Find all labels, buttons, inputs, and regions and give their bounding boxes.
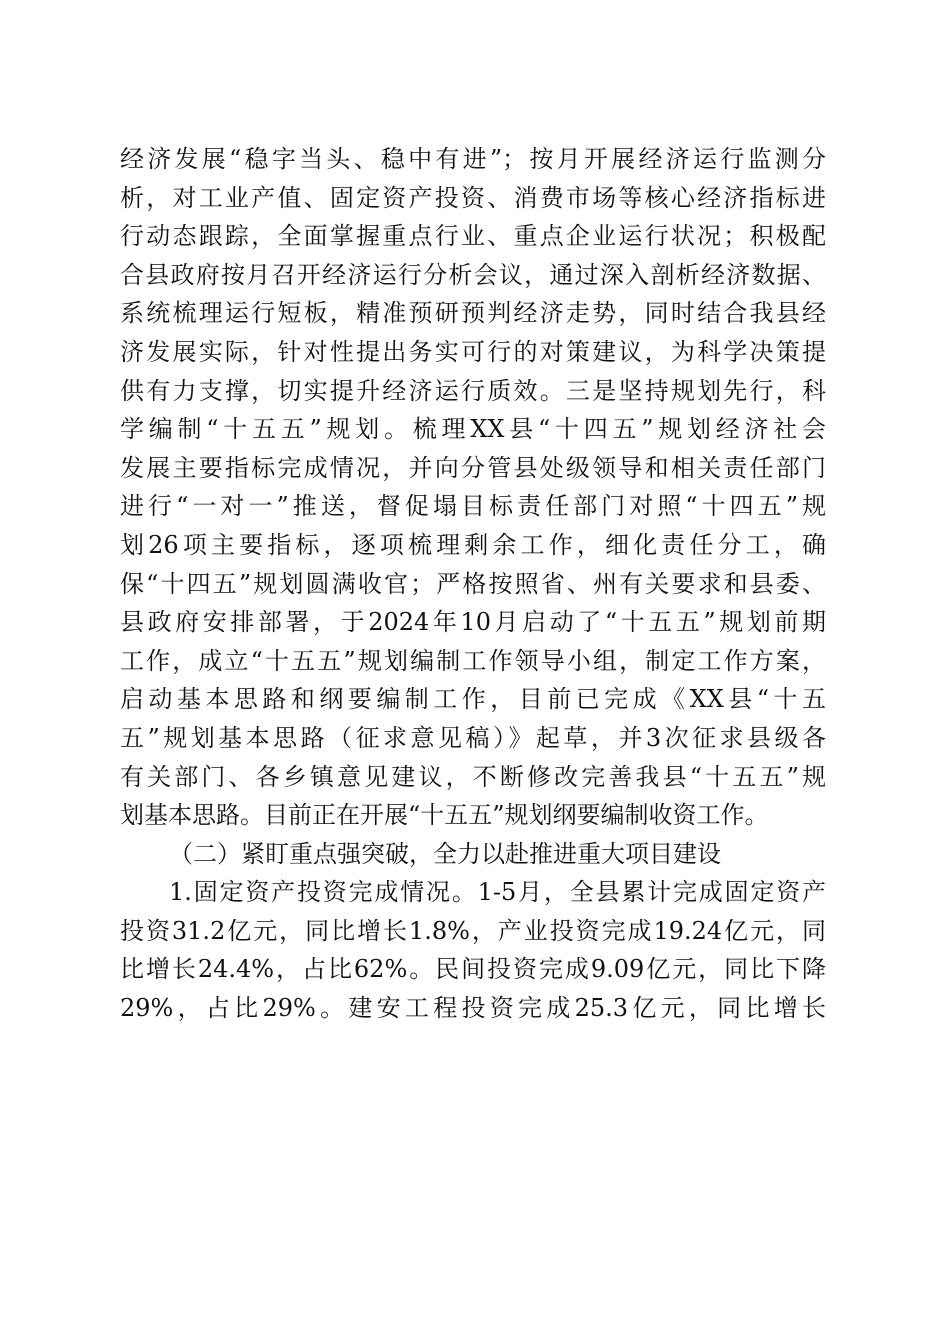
- body-text-line: 保“十四五”规划圆满收官；严格按照省、州有关要求和县委、: [120, 569, 826, 598]
- body-text-line: 进行“一对一”推送，督促塌目标责任部门对照“十四五”规: [120, 492, 826, 521]
- body-text-line: 启动基本思路和纲要编制工作，目前已完成《XX县“十五: [120, 685, 826, 714]
- body-text-line: 29%，占比29%。建安工程投资完成25.3亿元，同比增长: [120, 994, 826, 1023]
- body-text-line: 划26项主要指标，逐项梳理剩余工作，细化责任分工，确: [120, 530, 826, 559]
- body-text-line: 济发展实际，针对性提出务实可行的对策建议，为科学决策提: [120, 337, 826, 366]
- body-text-line: 经济发展“稳字当头、稳中有进”；按月开展经济运行监测分: [120, 145, 826, 173]
- section-heading: （二）紧盯重点强突破，全力以赴推进重大项目建设: [169, 839, 721, 868]
- body-text-line: 五”规划基本思路（征求意见稿）》起草，并3次征求县级各: [120, 723, 826, 752]
- body-text-line: 划基本思路。目前正在开展“十五五”规划纲要编制收资工作。: [120, 801, 769, 830]
- body-text-line: 1.固定资产投资完成情况。1-5月，全县累计完成固定资产: [169, 878, 826, 907]
- body-text-line: 有关部门、各乡镇意见建议，不断修改完善我县“十五五”规: [120, 762, 826, 791]
- body-text-line: 系统梳理运行短板，精准预研预判经济走势，同时结合我县经: [120, 299, 826, 328]
- body-text-line: 合县政府按月召开经济运行分析会议，通过深入剖析经济数据、: [120, 260, 826, 289]
- body-text-line: 供有力支撑，切实提升经济运行质效。三是坚持规划先行，科: [120, 376, 826, 405]
- document-page: [120, 140, 826, 1028]
- body-text-line: 学编制“十五五”规划。梳理XX县“十四五”规划经济社会: [120, 415, 826, 444]
- body-text-line: 行动态跟踪，全面掌握重点行业、重点企业运行状况；积极配: [120, 222, 826, 251]
- body-text-line: 发展主要指标完成情况，并向分管县处级领导和相关责任部门: [120, 453, 826, 482]
- body-text-line: 比增长24.4%，占比62%。民间投资完成9.09亿元，同比下降: [120, 955, 826, 984]
- body-text-line: 工作，成立“十五五”规划编制工作领导小组，制定工作方案，: [120, 646, 826, 675]
- body-text-line: 县政府安排部署，于2024年10月启动了“十五五”规划前期: [120, 608, 826, 637]
- body-text-line: 投资31.2亿元，同比增长1.8%，产业投资完成19.24亿元，同: [120, 916, 826, 945]
- body-text-line: 析，对工业产值、固定资产投资、消费市场等核心经济指标进: [120, 183, 826, 212]
